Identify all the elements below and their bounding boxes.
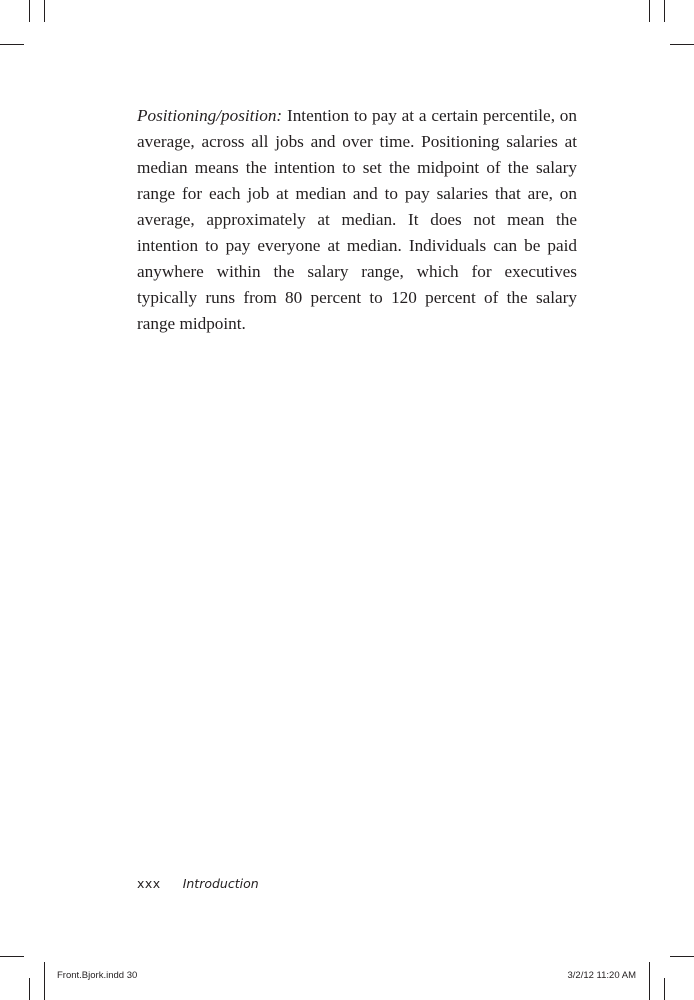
running-footer-title: Introduction bbox=[182, 876, 259, 891]
crop-mark-bottom-right-horizontal bbox=[670, 956, 694, 957]
definition-term: Positioning/position: bbox=[137, 106, 283, 125]
crop-mark-top-right-vertical bbox=[649, 0, 650, 22]
definition-paragraph bbox=[137, 103, 577, 337]
crop-mark-bottom-right-vertical bbox=[649, 962, 650, 1000]
crop-mark-bottom-left-horizontal bbox=[0, 956, 24, 957]
crop-mark-top-right-vertical-2 bbox=[664, 0, 665, 22]
crop-mark-top-left-horizontal bbox=[0, 44, 24, 45]
page-footer bbox=[137, 876, 259, 891]
crop-mark-bottom-left-vertical bbox=[29, 978, 30, 1000]
crop-mark-top-left-vertical-2 bbox=[44, 0, 45, 22]
slug-file-name: Front.Bjork.indd 30 bbox=[57, 970, 138, 981]
crop-mark-top-left-vertical bbox=[29, 0, 30, 22]
crop-mark-top-right-horizontal bbox=[670, 44, 694, 45]
crop-mark-bottom-right-vertical-2 bbox=[664, 978, 665, 1000]
definition-body: Intention to pay at a certain percentile, on average, across all jobs and over time. Positioning salaries at median means the intention to set the midpoint of the salary range for each job at median and to pay salaries that are, on average, approximately at median. It does not mean the intention to pay everyone at median. Individuals can be paid anywhere within the salary range, which for executives typically runs from 80 percent to 120 percent of the salary range midpoint. bbox=[137, 106, 577, 333]
slug-timestamp: 3/2/12 11:20 AM bbox=[567, 970, 636, 981]
crop-mark-bottom-left-vertical-2 bbox=[44, 962, 45, 1000]
page-number: xxx bbox=[137, 876, 161, 891]
